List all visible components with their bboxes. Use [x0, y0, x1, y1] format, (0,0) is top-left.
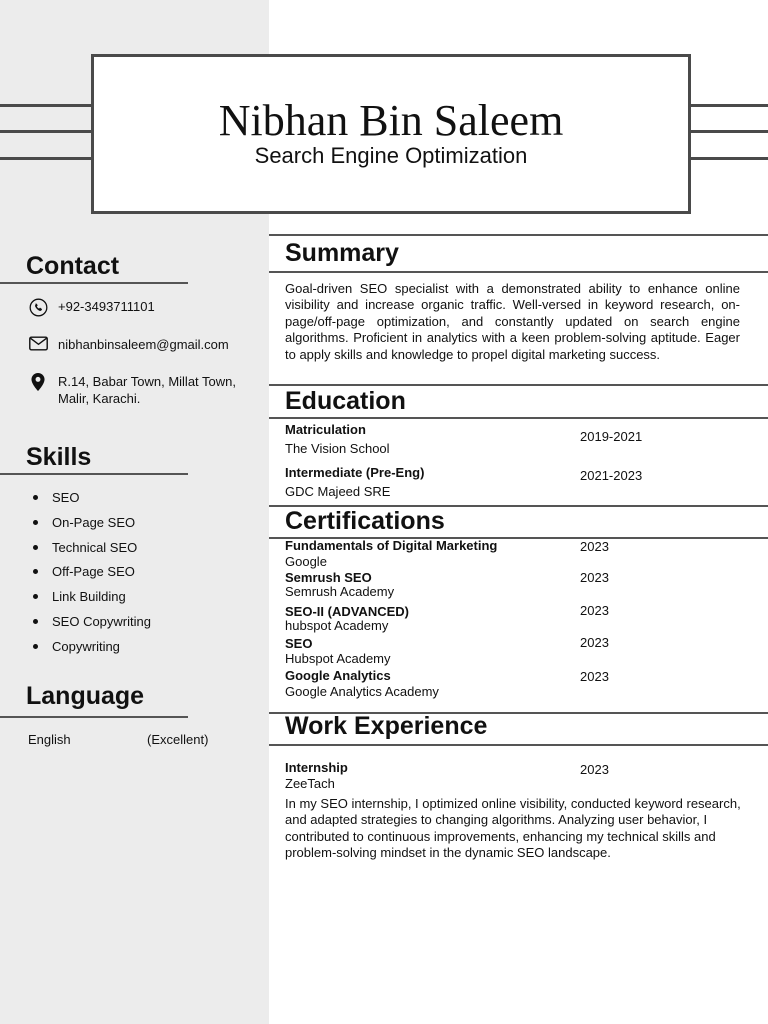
education-school-1: The Vision School — [285, 441, 390, 456]
cert-title-3: SEO-II (ADVANCED) — [285, 604, 409, 619]
contact-rule — [0, 282, 188, 284]
cert-title-2: Semrush SEO — [285, 570, 372, 585]
skills-heading: Skills — [26, 443, 92, 471]
bullet — [33, 495, 38, 500]
summary-heading: Summary — [285, 239, 399, 267]
language-heading: Language — [26, 682, 145, 710]
header-line-right-3 — [688, 157, 768, 160]
skill-item — [30, 514, 151, 539]
education-year-1: 2019-2021 — [580, 429, 643, 444]
bullet — [33, 619, 38, 624]
skill-label: SEO — [52, 490, 80, 505]
cert-issuer-1: Google — [285, 554, 327, 569]
skill-item — [30, 613, 151, 638]
contact-address — [28, 373, 236, 407]
header-line-left-3 — [0, 157, 92, 160]
contact-heading: Contact — [26, 252, 120, 280]
person-role: Search Engine Optimization — [254, 143, 528, 168]
education-year-2: 2021-2023 — [580, 468, 643, 483]
skills-rule — [0, 473, 188, 475]
location-pin-icon — [28, 373, 48, 391]
work-title-1: Internship — [285, 760, 348, 775]
cert-year-2: 2023 — [580, 570, 609, 585]
bullet — [33, 644, 38, 649]
skill-label: On-Page SEO — [52, 514, 136, 530]
skill-item — [30, 638, 151, 663]
skill-label: SEO Copywriting — [52, 613, 151, 629]
education-rule-bottom — [269, 417, 768, 419]
skill-label: Copywriting — [52, 638, 120, 654]
email-text[interactable]: nibhanbinsaleem@gmail.com — [58, 337, 229, 352]
cert-year-3: 2023 — [580, 603, 609, 618]
person-name: Nibhan Bin Saleem — [218, 96, 564, 145]
skill-label: Technical SEO — [52, 539, 138, 555]
cert-issuer-2: Semrush Academy — [285, 584, 395, 599]
skill-item — [30, 588, 151, 613]
skill-item — [30, 539, 151, 564]
cert-issuer-5: Google Analytics Academy — [285, 684, 439, 699]
education-heading: Education — [285, 387, 406, 415]
work-rule-bottom — [269, 744, 768, 746]
address-text — [58, 373, 236, 407]
cert-title-4: SEO — [285, 636, 313, 651]
phone-icon — [28, 298, 48, 316]
cert-year-5: 2023 — [580, 669, 609, 684]
skill-label: Link Building — [52, 589, 126, 605]
header-line-right-1 — [688, 104, 768, 107]
language-name: English — [28, 732, 71, 747]
skills-list — [30, 489, 151, 663]
address-line-1: R.14, Babar Town, Millat Town, — [58, 374, 236, 389]
skill-item — [30, 563, 151, 588]
bullet — [33, 594, 38, 599]
header-line-left-1 — [0, 104, 92, 107]
certifications-heading: Certifications — [285, 507, 445, 535]
header-line-right-2 — [688, 130, 768, 133]
language-level: (Excellent) — [147, 732, 209, 747]
mail-icon — [28, 336, 48, 354]
skill-item — [30, 489, 151, 514]
work-year-1: 2023 — [580, 762, 609, 777]
cert-year-1: 2023 — [580, 539, 609, 554]
cert-issuer-4: Hubspot Academy — [285, 651, 391, 666]
bullet — [33, 569, 38, 574]
bullet — [33, 545, 38, 550]
contact-phone — [28, 298, 155, 316]
cert-title-1: Fundamentals of Digital Marketing — [285, 538, 498, 553]
language-rule — [0, 716, 188, 718]
bullet — [33, 520, 38, 525]
education-school-2: GDC Majeed SRE — [285, 484, 391, 499]
name-box — [91, 54, 691, 214]
cert-title-5: Google Analytics — [285, 668, 391, 683]
work-company-1: ZeeTach — [285, 776, 335, 791]
header-line-left-2 — [0, 130, 92, 133]
contact-email — [28, 336, 229, 354]
cert-issuer-3: hubspot Academy — [285, 618, 389, 633]
phone-text[interactable]: +92-3493711101 — [58, 299, 155, 314]
education-title-2: Intermediate (Pre-Eng) — [285, 465, 425, 480]
work-heading: Work Experience — [285, 712, 488, 740]
summary-rule-top — [269, 234, 768, 236]
summary-rule-bottom — [269, 271, 768, 273]
skill-label: Off-Page SEO — [52, 564, 135, 580]
summary-text: Goal-driven SEO specialist with a demonstrated ability to enhance online visibility and increase organic traffic. Well-versed in keyword research, on-page/off-page optimization, and constantly updated on search engine algorithms. Proficient in analytics with a keen problem-solving aptitude. Eager to apply skills and knowledge to propel digital marketing success. — [285, 281, 740, 362]
education-title-1: Matriculation — [285, 422, 366, 437]
address-line-2: Malir, Karachi. — [58, 391, 141, 406]
work-description-1: In my SEO internship, I optimized online visibility, conducted keyword research, and adapted strategies to changing algorithms. Analyzing user behavior, I contributed to continuous improvements, enhancing my technical skills and problem-solving mindset in the dynamic SEO landscape. — [285, 796, 741, 861]
cert-year-4: 2023 — [580, 635, 609, 650]
